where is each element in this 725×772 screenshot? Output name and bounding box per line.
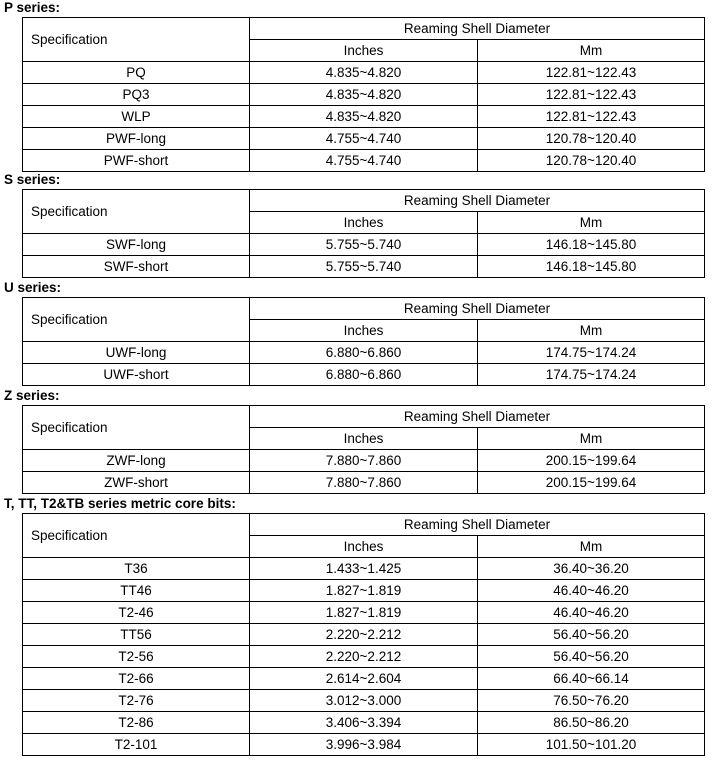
reaming-shell-diameter-header: Reaming Shell Diameter <box>250 190 705 212</box>
table-row <box>23 128 705 150</box>
specification-cell: WLP <box>23 106 250 128</box>
table-row <box>23 602 705 624</box>
specification-header: Specification <box>23 406 250 450</box>
inches-cell: 4.835~4.820 <box>250 84 478 106</box>
table-row <box>23 624 705 646</box>
inches-cell: 3.406~3.394 <box>250 712 478 734</box>
specification-cell: T2-56 <box>23 646 250 668</box>
mm-cell: 122.81~122.43 <box>478 106 705 128</box>
inches-header: Inches <box>250 320 478 342</box>
mm-cell: 120.78~120.40 <box>478 150 705 172</box>
reaming-shell-diameter-header: Reaming Shell Diameter <box>250 18 705 40</box>
specification-cell: TT46 <box>23 580 250 602</box>
header-row <box>23 514 705 536</box>
mm-cell: 200.15~199.64 <box>478 450 705 472</box>
inches-cell: 3.996~3.984 <box>250 734 478 756</box>
table-row <box>23 646 705 668</box>
inches-cell: 4.835~4.820 <box>250 62 478 84</box>
series-title: S series: <box>4 172 61 187</box>
specification-cell: T2-101 <box>23 734 250 756</box>
inches-cell: 4.755~4.740 <box>250 128 478 150</box>
specification-header: Specification <box>23 18 250 62</box>
mm-cell: 56.40~56.20 <box>478 646 705 668</box>
inches-cell: 3.012~3.000 <box>250 690 478 712</box>
mm-cell: 122.81~122.43 <box>478 84 705 106</box>
specification-cell: T2-76 <box>23 690 250 712</box>
mm-cell: 66.40~66.14 <box>478 668 705 690</box>
table-row <box>23 106 705 128</box>
series-title: U series: <box>4 280 62 295</box>
inches-header: Inches <box>250 536 478 558</box>
inches-header: Inches <box>250 40 478 62</box>
specification-cell: PWF-long <box>23 128 250 150</box>
table-row <box>23 84 705 106</box>
reaming-shell-diameter-header: Reaming Shell Diameter <box>250 298 705 320</box>
mm-header: Mm <box>478 320 705 342</box>
mm-cell: 86.50~86.20 <box>478 712 705 734</box>
specification-cell: PWF-short <box>23 150 250 172</box>
specification-header: Specification <box>23 514 250 558</box>
inches-cell: 1.827~1.819 <box>250 580 478 602</box>
specification-cell: UWF-short <box>23 364 250 386</box>
inches-cell: 2.220~2.212 <box>250 646 478 668</box>
inches-cell: 1.827~1.819 <box>250 602 478 624</box>
table-row <box>23 234 705 256</box>
specification-cell: T2-46 <box>23 602 250 624</box>
specification-cell: PQ <box>23 62 250 84</box>
mm-cell: 76.50~76.20 <box>478 690 705 712</box>
mm-header: Mm <box>478 536 705 558</box>
specification-cell: PQ3 <box>23 84 250 106</box>
mm-cell: 200.15~199.64 <box>478 472 705 494</box>
mm-cell: 174.75~174.24 <box>478 364 705 386</box>
header-row <box>23 18 705 40</box>
series-title: T, TT, T2&TB series metric core bits: <box>4 496 236 511</box>
table-row <box>23 364 705 386</box>
mm-cell: 46.40~46.20 <box>478 602 705 624</box>
specification-cell: UWF-long <box>23 342 250 364</box>
inches-cell: 7.880~7.860 <box>250 472 478 494</box>
specification-cell: SWF-short <box>23 256 250 278</box>
inches-cell: 4.835~4.820 <box>250 106 478 128</box>
mm-header: Mm <box>478 428 705 450</box>
header-row <box>23 298 705 320</box>
table-row <box>23 472 705 494</box>
mm-cell: 56.40~56.20 <box>478 624 705 646</box>
inches-header: Inches <box>250 212 478 234</box>
spec-table <box>22 189 705 278</box>
inches-cell: 5.755~5.740 <box>250 256 478 278</box>
mm-cell: 146.18~145.80 <box>478 234 705 256</box>
table-row <box>23 668 705 690</box>
table-row <box>23 712 705 734</box>
inches-cell: 1.433~1.425 <box>250 558 478 580</box>
table-row <box>23 690 705 712</box>
table-row <box>23 734 705 756</box>
specification-cell: T36 <box>23 558 250 580</box>
mm-cell: 36.40~36.20 <box>478 558 705 580</box>
mm-cell: 120.78~120.40 <box>478 128 705 150</box>
mm-cell: 46.40~46.20 <box>478 580 705 602</box>
mm-cell: 174.75~174.24 <box>478 342 705 364</box>
mm-cell: 122.81~122.43 <box>478 62 705 84</box>
spec-table <box>22 17 705 172</box>
reaming-shell-diameter-header: Reaming Shell Diameter <box>250 406 705 428</box>
inches-cell: 6.880~6.860 <box>250 364 478 386</box>
mm-cell: 101.50~101.20 <box>478 734 705 756</box>
inches-cell: 2.614~2.604 <box>250 668 478 690</box>
spec-table <box>22 297 705 386</box>
table-row <box>23 450 705 472</box>
inches-cell: 2.220~2.212 <box>250 624 478 646</box>
specification-header: Specification <box>23 298 250 342</box>
spec-table <box>22 405 705 494</box>
spec-table <box>22 513 705 756</box>
table-row <box>23 580 705 602</box>
inches-cell: 6.880~6.860 <box>250 342 478 364</box>
table-row <box>23 256 705 278</box>
mm-header: Mm <box>478 212 705 234</box>
specification-cell: ZWF-long <box>23 450 250 472</box>
series-title: Z series: <box>4 388 60 403</box>
table-row <box>23 558 705 580</box>
inches-cell: 4.755~4.740 <box>250 150 478 172</box>
reaming-shell-diameter-header: Reaming Shell Diameter <box>250 514 705 536</box>
specification-cell: T2-66 <box>23 668 250 690</box>
inches-cell: 5.755~5.740 <box>250 234 478 256</box>
specification-cell: TT56 <box>23 624 250 646</box>
specification-cell: SWF-long <box>23 234 250 256</box>
specification-cell: T2-86 <box>23 712 250 734</box>
specification-cell: ZWF-short <box>23 472 250 494</box>
header-row <box>23 190 705 212</box>
specification-header: Specification <box>23 190 250 234</box>
mm-header: Mm <box>478 40 705 62</box>
mm-cell: 146.18~145.80 <box>478 256 705 278</box>
header-row <box>23 406 705 428</box>
inches-cell: 7.880~7.860 <box>250 450 478 472</box>
table-row <box>23 150 705 172</box>
inches-header: Inches <box>250 428 478 450</box>
series-title: P series: <box>4 0 61 15</box>
table-row <box>23 342 705 364</box>
table-row <box>23 62 705 84</box>
